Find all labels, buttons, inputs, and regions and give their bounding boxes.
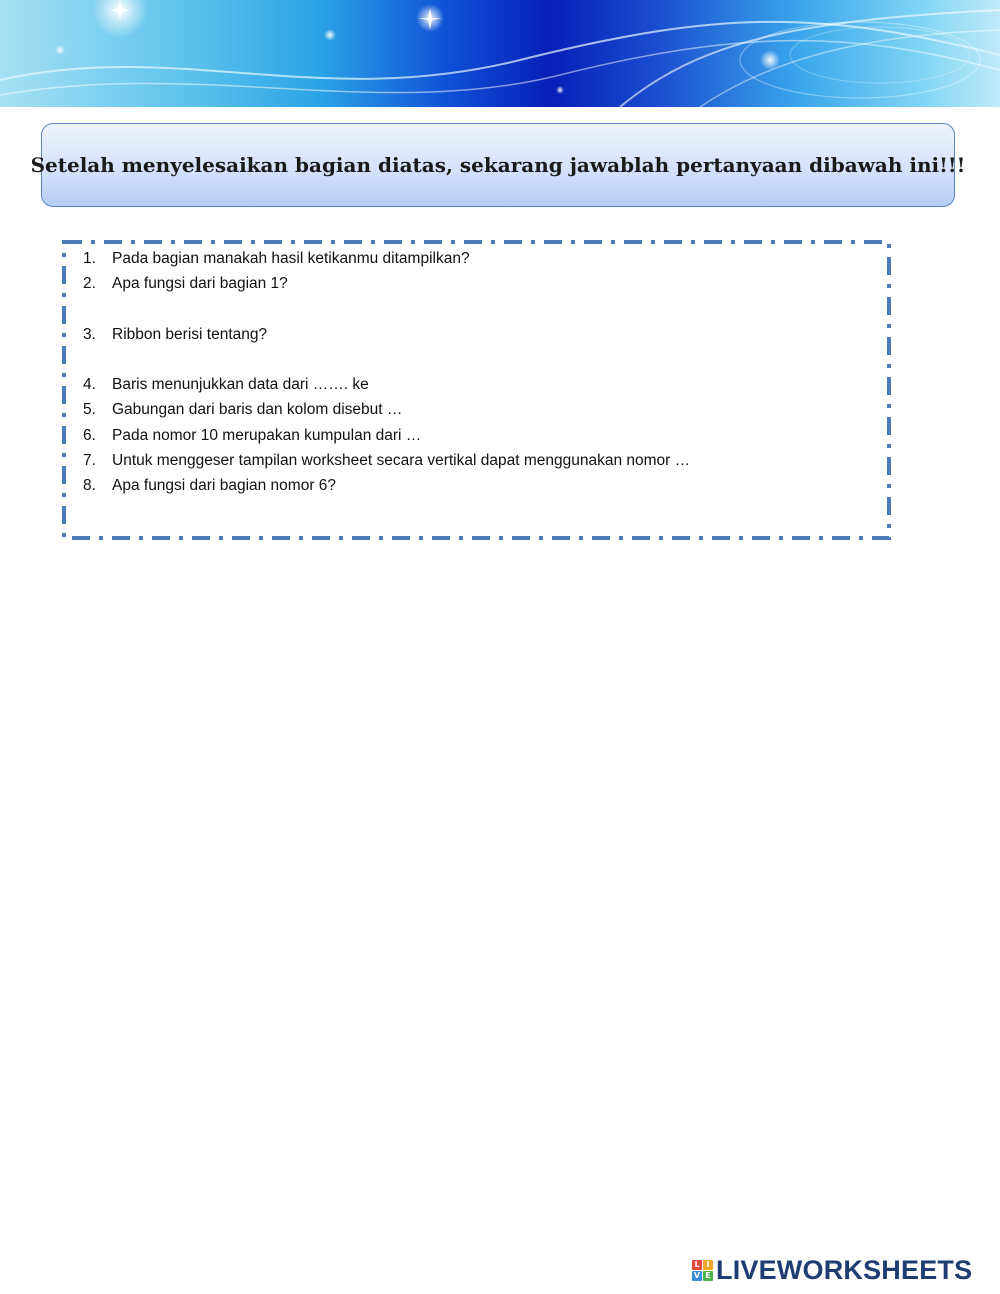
banner-decoration bbox=[0, 0, 1000, 107]
instruction-banner bbox=[30, 123, 966, 207]
question-item bbox=[83, 324, 267, 346]
question-item bbox=[83, 399, 402, 421]
question-number: 4. bbox=[83, 376, 96, 393]
question-text: Pada nomor 10 merupakan kumpulan dari … bbox=[112, 427, 422, 444]
logo-letter: L bbox=[692, 1260, 702, 1270]
question-number: 8. bbox=[83, 477, 96, 494]
logo-letter: E bbox=[703, 1271, 713, 1281]
liveworksheets-logo[interactable] bbox=[692, 1255, 972, 1285]
question-text: Ribbon berisi tentang? bbox=[112, 326, 268, 343]
question-text: Gabungan dari baris dan kolom disebut … bbox=[112, 401, 403, 418]
question-item bbox=[83, 425, 421, 447]
logo-mark-icon bbox=[692, 1260, 713, 1281]
logo-letter: V bbox=[693, 1270, 701, 1280]
question-number: 7. bbox=[83, 452, 96, 469]
question-text: Apa fungsi dari bagian nomor 6? bbox=[112, 477, 337, 494]
question-item bbox=[83, 273, 288, 295]
question-text: Untuk menggeser tampilan worksheet secara vertikal dapat menggunakan nomor … bbox=[112, 452, 691, 469]
question-number: 1. bbox=[83, 250, 96, 267]
question-number: 6. bbox=[83, 427, 96, 444]
question-item bbox=[83, 374, 369, 396]
question-item bbox=[83, 475, 336, 497]
instruction-title: Setelah menyelesaikan bagian diatas, sekarang jawablah pertanyaan dibawah ini!!! bbox=[30, 153, 966, 177]
question-number: 2. bbox=[83, 275, 96, 292]
question-number: 5. bbox=[83, 401, 96, 418]
logo-wordmark: LIVEWORKSHEETS bbox=[716, 1254, 973, 1285]
logo-letter: I bbox=[703, 1260, 713, 1270]
question-number: 3. bbox=[83, 326, 96, 343]
question-item bbox=[83, 248, 470, 270]
question-item bbox=[83, 450, 690, 472]
question-text: Apa fungsi dari bagian 1? bbox=[112, 275, 288, 292]
question-text: Pada bagian manakah hasil ketikanmu ditampilkan? bbox=[112, 250, 470, 267]
question-text: Baris menunjukkan data dari ……. ke bbox=[112, 376, 369, 393]
header-banner bbox=[0, 0, 1000, 107]
